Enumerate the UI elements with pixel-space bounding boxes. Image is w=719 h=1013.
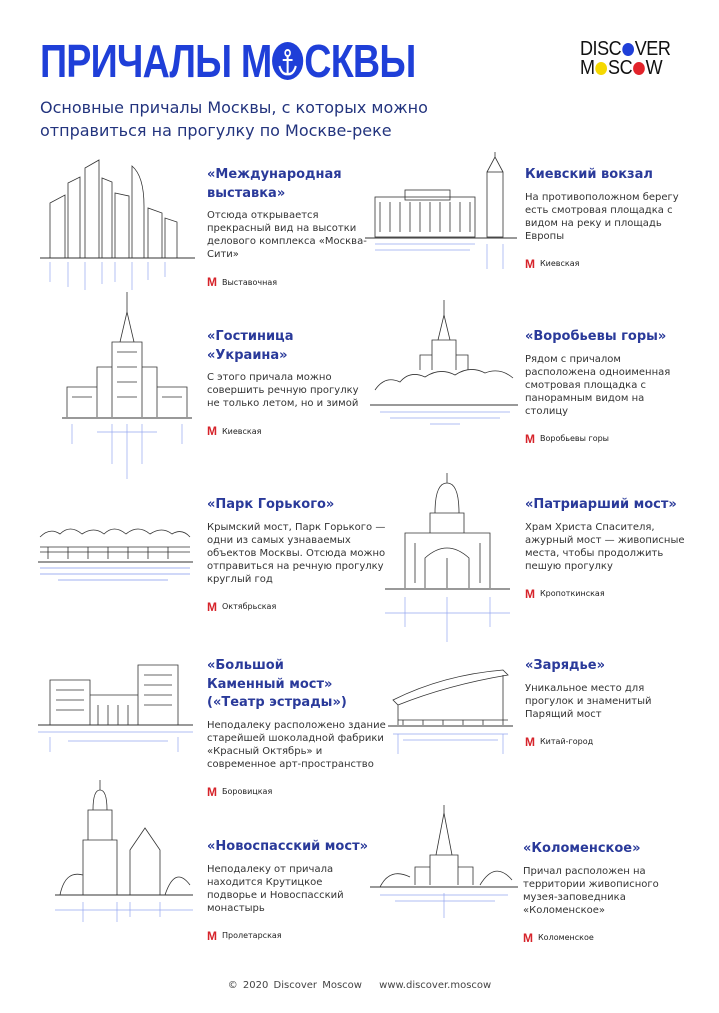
pier-description: На противоположном берегу есть смотровая площадка с видом на реку и площадь Европы	[525, 191, 679, 242]
zaryadye-bridge-illustration	[388, 660, 513, 760]
pier-novospassky-bridge	[207, 838, 372, 943]
metro-station: М Октябрьская	[207, 599, 277, 614]
metro-station: М Воробьевы горы	[525, 431, 609, 446]
footer	[0, 980, 719, 991]
pier-title: «Патриарший мост»	[525, 497, 677, 512]
moscow-city-illustration	[40, 158, 195, 293]
pier-description: Неподалеку от причала находится Крутицкое подворье и Новоспасский монастырь	[207, 863, 344, 914]
pier-title: «Зарядье»	[525, 658, 605, 673]
pier-description: Рядом с причалом расположена одноименная смотровая площадка с панорамным видом на столицу	[525, 353, 671, 417]
pier-description: Отсюда открывается прекрасный вид на высотки делового комплекса «Москва-Сити»	[207, 210, 367, 260]
metro-station: М Выставочная	[207, 275, 278, 289]
gorky-park-illustration	[38, 512, 193, 592]
estrada-theatre-illustration	[38, 655, 193, 755]
metro-icon: М	[523, 930, 533, 945]
cathedral-illustration	[385, 473, 510, 648]
metro-station: М Кропоткинская	[525, 586, 605, 601]
metro-icon: М	[207, 424, 217, 438]
pier-description: Неподалеку расположено здание старейшей шоколадной фабрики «Красный Октябрь» и современное арт-пространство	[207, 719, 386, 770]
pier-description: Причал расположен на территории живописного музея-заповедника «Коломенское»	[523, 865, 659, 916]
pier-title: «Новоспасский мост»	[207, 839, 369, 854]
pier-title: «Большой Каменный мост» («Театр эстрады»)	[207, 658, 347, 710]
pier-title: «Гостиница «Украина»	[207, 329, 294, 363]
pier-description: Уникальное место для прогулок и знаменитый Парящий мост	[525, 682, 652, 720]
pier-patriarshy-bridge	[525, 496, 690, 601]
metro-station: М Киевская	[525, 256, 580, 271]
pier-hotel-ukraina	[207, 328, 372, 438]
pier-title: «Международная выставка»	[207, 167, 342, 201]
pier-international-exhibition	[207, 166, 367, 289]
pier-gorky-park	[207, 496, 392, 614]
kolomenskoye-illustration	[370, 805, 518, 920]
pier-title: «Воробьевы горы»	[525, 329, 667, 344]
pier-title: Киевский вокзал	[525, 167, 653, 182]
metro-icon: М	[207, 784, 217, 799]
metro-icon: М	[525, 256, 535, 271]
page-title: ПРИЧАЛЫ М СКВЫ	[40, 35, 416, 87]
metro-icon: М	[525, 586, 535, 601]
pier-description: Крымский мост, Парк Горького — одни из самых узнаваемых объектов Москвы. Отсюда можно отправиться на речную прогулку круглый год	[207, 521, 386, 585]
metro-icon: М	[207, 928, 217, 943]
pier-description: С этого причала можно совершить речную прогулку не только летом, но и зимой	[207, 372, 359, 409]
pier-description: Храм Христа Спасителя, ажурный мост — живописные места, чтобы продолжить пешую прогулку	[525, 521, 685, 572]
metro-icon: М	[525, 734, 535, 749]
discover-moscow-logo: DISC VER M SC W	[580, 38, 671, 79]
metro-station: М Пролетарская	[207, 928, 282, 943]
copyright: © 2020 Discover Moscow	[227, 980, 362, 991]
metro-station: М Боровицкая	[207, 784, 273, 799]
hotel-ukraina-illustration	[62, 292, 192, 482]
metro-station: М Китай-город	[525, 734, 594, 749]
page-subtitle: Основные причалы Москвы, с которых можно отправиться на прогулку по Москве-реке	[40, 98, 428, 140]
pier-title: «Коломенское»	[523, 841, 641, 856]
pier-kolomenskoye	[523, 840, 688, 945]
metro-icon: М	[207, 275, 217, 289]
kievsky-station-illustration	[365, 152, 517, 270]
metro-icon: М	[207, 599, 217, 614]
metro-station: М Коломенское	[523, 930, 594, 945]
novospassky-monastery-illustration	[55, 780, 193, 925]
pier-kievsky-station	[525, 166, 695, 271]
sparrow-hills-illustration	[370, 300, 518, 435]
metro-icon: М	[525, 431, 535, 446]
metro-station: М Киевская	[207, 424, 262, 438]
pier-bolshoy-kamenny-bridge	[207, 657, 392, 799]
pier-sparrow-hills	[525, 328, 690, 446]
pier-title: «Парк Горького»	[207, 497, 335, 512]
anchor-icon	[272, 42, 303, 80]
website-link[interactable]: www.discover.moscow	[379, 980, 492, 991]
pier-zaryadye	[525, 657, 690, 749]
